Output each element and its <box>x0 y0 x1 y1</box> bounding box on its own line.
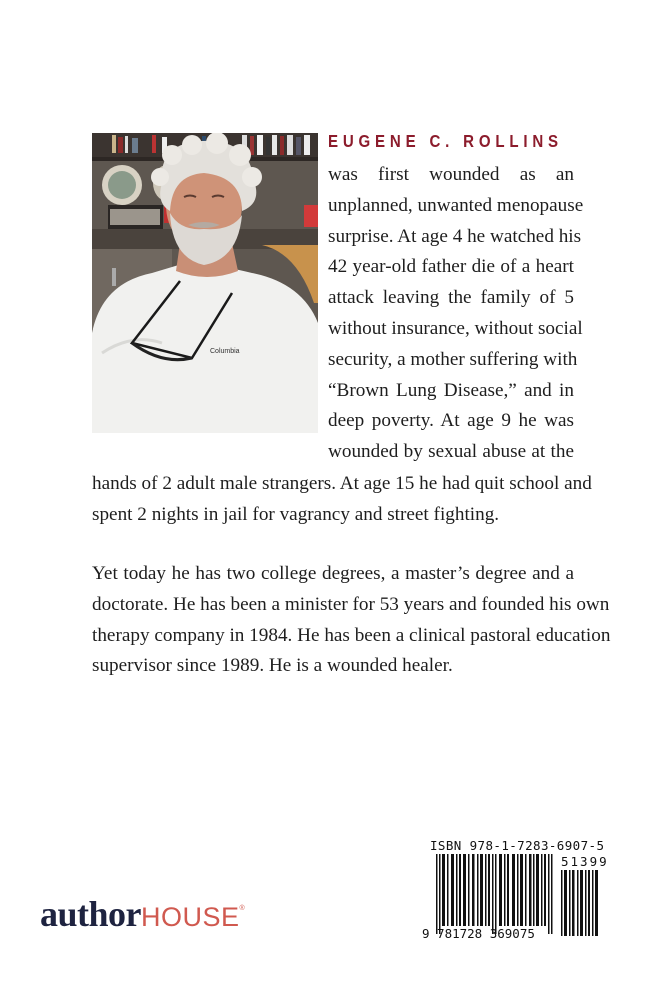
bio-line: was first wounded as an <box>328 164 574 185</box>
portrait-image <box>92 133 318 433</box>
shirt-logo-text: Columbia <box>210 348 240 355</box>
logo-house-text: HOUSE <box>141 902 240 932</box>
bio-paragraph-1-wrapped <box>328 160 584 468</box>
bio-line: 42 year-old father die of a heart <box>328 256 574 278</box>
author-photo <box>92 133 318 433</box>
price-code: 51399 <box>561 854 609 869</box>
bio-line: security, a mother suffering with <box>328 348 578 370</box>
author-name-heading: EUGENE C. ROLLINS <box>328 131 563 151</box>
bio-line: attack leaving the family of 5 <box>328 287 574 309</box>
registered-mark: ® <box>239 905 245 912</box>
isbn-barcode <box>422 838 609 943</box>
ean-digits: 9 781728 369075 <box>422 926 535 941</box>
bio-paragraph-2 <box>92 559 611 682</box>
bio-line: deep poverty. At age 9 he was <box>328 410 574 432</box>
bio-line: unplanned, unwanted menopause <box>328 194 584 216</box>
bio-line: supervisor since 1989. He is a wounded healer. <box>92 655 453 677</box>
bio-line: therapy company in 1984. He has been a clinical pastoral education <box>92 624 611 646</box>
bio-line: spent 2 nights in jail for vagrancy and street fighting. <box>92 503 500 525</box>
bio-line: surprise. At age 4 he watched his <box>328 225 582 247</box>
bio-line: Yet today he has two college degrees, a master’s degree and a <box>92 563 574 584</box>
publisher-logo <box>40 893 245 935</box>
bio-line: doctorate. He has been a minister for 53 years and founded his own <box>92 593 610 615</box>
bio-line: “Brown Lung Disease,” and in <box>328 379 574 401</box>
bio-line: wounded by sexual abuse at the <box>328 441 574 463</box>
logo-author-text: author <box>40 894 142 934</box>
bio-paragraph-1-continued <box>92 469 592 531</box>
bio-line: without insurance, without social <box>328 317 583 339</box>
isbn-label: ISBN 978-1-7283-6907-5 <box>430 838 605 853</box>
bio-line: hands of 2 adult male strangers. At age 15 he had quit school and <box>92 473 592 494</box>
